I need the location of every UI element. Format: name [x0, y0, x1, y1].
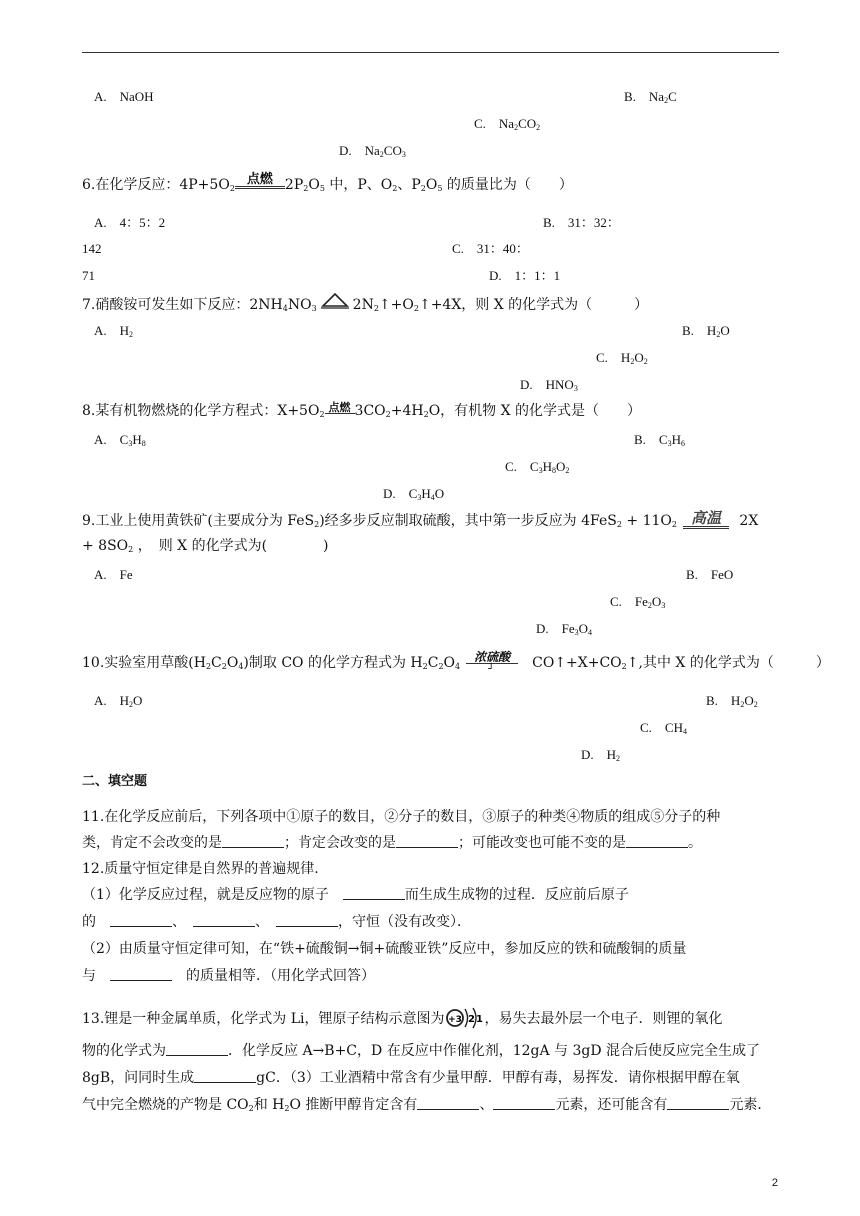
answer-blank[interactable]	[166, 1043, 228, 1056]
q8-option-b: B. $C_3H_6$	[634, 432, 685, 448]
q10-stem: 10.实验室用草酸$(H_2C_2O_4)$制取 CO 的化学方程式为 $H_2C_2O_4$ 浓硫酸 ┘ $CO↑+X+CO_2↑$,其中 X 的化学式为（ ）	[82, 650, 830, 675]
q6-option-b-cont: 142	[82, 241, 102, 256]
q13-line1: 13.锂是一种金属单质，化学式为 Li，锂原子结构示意图为 +3 2 1 ，易失去最外层一个电子．则锂的氧化	[82, 1006, 723, 1030]
q6-option-a: A. 4：5：2	[94, 215, 166, 230]
q8-option-a: A. $C_3H_8$	[94, 432, 146, 448]
q12-line2: （1）化学反应过程，就是反应物的原子 而生成生成物的过程．反应前后原子	[82, 887, 629, 903]
q8-stem: 8.某有机物燃烧的化学方程式：$X+5O_2$ 点燃 $3CO_2+4H_2O$，有机物 X 的化学式是（ ）	[82, 401, 642, 419]
q5-option-c: C. $Na_2CO_2$	[474, 116, 541, 132]
q12-line1: 12.质量守恒定律是自然界的普遍规律.	[82, 861, 319, 877]
q12-line3: 的 、 、 ，守恒（没有改变）．	[82, 914, 471, 930]
answer-blank[interactable]	[667, 1097, 729, 1110]
q9-stem-line1: 9.工业上使用黄铁矿(主要成分为 FeS$_2$)经多步反应制取硫酸，其中第一步反应为 $4FeS_2 + 11O_2$ 高温 2X	[82, 509, 759, 529]
lithium-atom-diagram	[445, 1006, 485, 1030]
q11-line2: 类，肯定不会改变的是 ；肯定会改变的是 ；可能改变也可能不变的是 。	[82, 835, 702, 851]
q9-option-d: D. $Fe_3O_4$	[536, 621, 593, 637]
reaction-condition-ignite: 点燃	[235, 173, 285, 189]
q10-option-a: A. $H_2O$	[94, 693, 143, 709]
top-rule	[82, 52, 779, 53]
answer-blank[interactable]	[276, 914, 338, 927]
q9-stem-line2: + $8SO_2$ ， 则 X 的化学式为( )	[82, 538, 329, 554]
answer-blank[interactable]	[193, 914, 255, 927]
q7-option-a: A. $H_2$	[94, 323, 134, 339]
q9-option-c: C. $Fe_2O_3$	[610, 594, 666, 610]
q7-option-b: B. $H_2O$	[682, 323, 730, 339]
answer-blank[interactable]	[110, 914, 172, 927]
q7-option-c: C. $H_2O_2$	[596, 350, 648, 366]
q6-option-c-cont: 71	[82, 268, 95, 283]
reaction-condition-conc-sulfuric: 浓硫酸 ┘	[466, 651, 518, 664]
answer-blank[interactable]	[493, 1097, 555, 1110]
answer-blank[interactable]	[194, 1070, 256, 1083]
q6-option-c: C. 31：40：	[452, 241, 529, 256]
q11-line1: 11.在化学反应前后，下列各项中①原子的数目，②分子的数目，③原子的种类④物质的组成⑤分子的种	[82, 809, 721, 825]
reaction-condition-high-temp: 高温	[683, 510, 729, 529]
answer-blank[interactable]	[417, 1097, 479, 1110]
q7-option-d: D. $HNO_3$	[520, 377, 578, 393]
svg-text:+3: +3	[447, 1015, 462, 1025]
q12-line4: （2）由质量守恒定律可知，在“铁+硫酸铜→铜+硫酸亚铁”反应中，参加反应的铁和硫酸铜的质量	[82, 941, 687, 957]
q5-option-d: D. $Na_2CO_3$	[339, 143, 406, 159]
answer-blank[interactable]	[396, 835, 458, 848]
heat-triangle-icon	[320, 293, 350, 314]
q7-stem: 7.硝酸铵可发生如下反应：$2NH_4NO_3$ $2N_2↑+O_2↑+4X$，则 X 的化学式为（ ）	[82, 293, 648, 318]
q6-option-b: B. 31：32：	[543, 215, 620, 230]
reaction-condition-ignite: 点燃	[325, 402, 355, 414]
q10-option-b: B. $H_2O_2$	[706, 693, 758, 709]
q6-stem: 6.在化学反应：$4P+5O_2$ 点燃 $2P_2O_5$ 中，P、$O_2$、$P_2O_5$ 的质量比为（ ）	[82, 172, 573, 193]
q8-option-c: C. $C_3H_8O_2$	[505, 459, 570, 475]
svg-text:2: 2	[467, 1014, 475, 1025]
answer-blank[interactable]	[222, 835, 284, 848]
q5-option-a: A. NaOH	[94, 89, 154, 104]
q9-option-a: A. Fe	[94, 567, 133, 582]
answer-blank[interactable]	[343, 887, 405, 900]
q12-line5: 与 的质量相等．（用化学式回答）	[82, 968, 375, 984]
q6-option-d: D. 1：1：1	[489, 268, 561, 283]
answer-blank[interactable]	[110, 968, 172, 981]
answer-blank[interactable]	[626, 835, 688, 848]
q13-line2: 物的化学式为 ．化学反应 A→B+C，D 在反应中作催化剂，12gA 与 3gD 混合后使反应完全生成了	[82, 1043, 761, 1059]
page-number: 2	[771, 1177, 778, 1189]
section-heading: 二、填空题	[82, 774, 148, 789]
q10-option-d: D. $H_2$	[581, 747, 621, 763]
q13-line4: 气中完全燃烧的产物是 $CO_2$和 $H_2O$ 推断甲醇肯定含有 、 元素，还可能含有 元素．	[82, 1097, 772, 1113]
q10-option-c: C. $CH_4$	[640, 720, 687, 736]
q8-option-d: D. $C_3H_4O$	[383, 486, 445, 502]
q9-option-b: B. FeO	[686, 567, 734, 582]
q5-option-b: B. $Na_2C$	[624, 89, 677, 105]
q13-line3: 8gB，问同时生成 gC．（3）工业酒精中常含有少量甲醇．甲醇有毒，易挥发．请你根据甲醇在氧	[82, 1070, 740, 1086]
svg-text:1: 1	[475, 1014, 483, 1025]
